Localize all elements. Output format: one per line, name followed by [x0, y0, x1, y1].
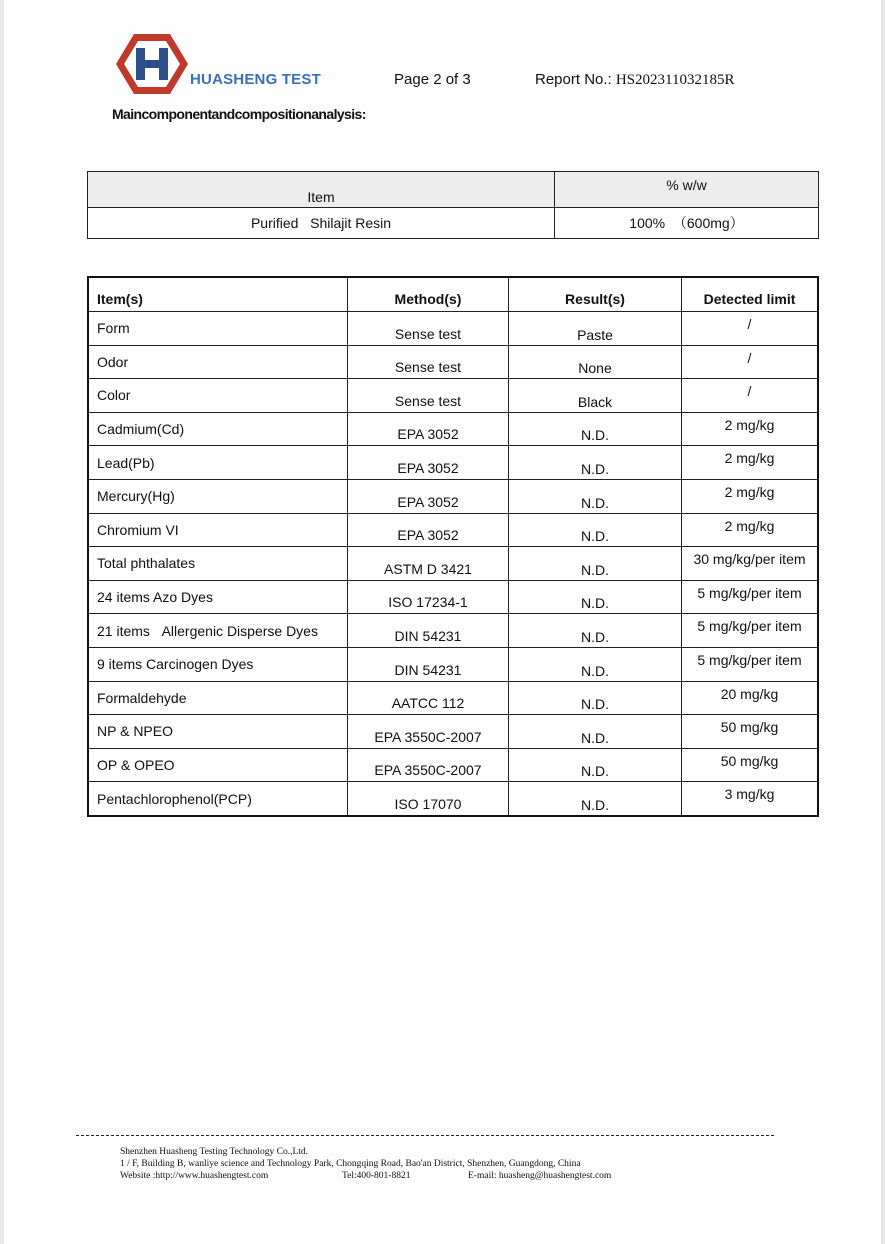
cell-limit: 2 mg/kg	[682, 513, 819, 547]
huasheng-logo-icon	[116, 32, 188, 96]
cell-result: None	[509, 345, 682, 379]
cell-method: EPA 3052	[348, 479, 509, 513]
cell-method: DIN 54231	[348, 614, 509, 648]
cell-result: N.D.	[509, 647, 682, 681]
cell-method: EPA 3052	[348, 412, 509, 446]
cell-limit: 20 mg/kg	[682, 681, 819, 715]
cell-method: Sense test	[348, 379, 509, 413]
table-row	[88, 748, 818, 782]
cell-limit: 2 mg/kg	[682, 479, 819, 513]
footer-website: Website :http://www.huashengtest.com	[120, 1171, 269, 1181]
cell-item: Lead(Pb)	[88, 446, 348, 480]
composition-header-percent: % w/w	[555, 172, 819, 208]
composition-percent: 100% （600mg）	[555, 208, 819, 239]
table-row	[88, 647, 818, 681]
cell-limit: 2 mg/kg	[682, 412, 819, 446]
cell-method: ISO 17234-1	[348, 580, 509, 614]
cell-method: EPA 3052	[348, 446, 509, 480]
cell-method: ISO 17070	[348, 782, 509, 816]
footer-email: E-mail: huasheng@huashengtest.com	[468, 1171, 612, 1181]
composition-header-item: Item	[88, 172, 555, 208]
footer-address: 1 / F, Building B, wanliye science and Technology Park, Chongqing Road, Bao'an District, Shenzhen, Guangdong, China	[120, 1159, 581, 1169]
table-row	[88, 379, 818, 413]
cell-limit: 3 mg/kg	[682, 782, 819, 816]
cell-limit: 5 mg/kg/per item	[682, 580, 819, 614]
table-row	[88, 412, 818, 446]
cell-limit: 5 mg/kg/per item	[682, 647, 819, 681]
section-title: Maincomponentandcompositionanalysis:	[112, 106, 366, 122]
cell-method: EPA 3052	[348, 513, 509, 547]
cell-item: Mercury(Hg)	[88, 479, 348, 513]
cell-method: EPA 3550C-2007	[348, 715, 509, 749]
footer-tel: Tel:400-801-8821	[342, 1171, 411, 1181]
report-number-label: Report No.:	[535, 71, 612, 88]
cell-item: Chromium VI	[88, 513, 348, 547]
header-detected-limit: Detected limit	[682, 277, 819, 312]
table-row	[88, 479, 818, 513]
footer	[120, 1146, 611, 1182]
table-row	[88, 580, 818, 614]
cell-method: AATCC 112	[348, 681, 509, 715]
cell-method: DIN 54231	[348, 647, 509, 681]
footer-divider	[76, 1135, 774, 1136]
cell-result: N.D.	[509, 614, 682, 648]
cell-result: N.D.	[509, 412, 682, 446]
table-row	[88, 715, 818, 749]
report-number-value: HS202311032185R	[615, 72, 735, 88]
page-number: Page 2 of 3	[394, 71, 471, 88]
cell-result: N.D.	[509, 782, 682, 816]
header-methods: Method(s)	[348, 277, 509, 312]
cell-method: Sense test	[348, 345, 509, 379]
footer-company: Shenzhen Huasheng Testing Technology Co.,Ltd.	[120, 1147, 309, 1157]
cell-result: N.D.	[509, 547, 682, 581]
report-number	[535, 71, 735, 89]
cell-method: Sense test	[348, 312, 509, 346]
cell-item: Color	[88, 379, 348, 413]
cell-limit: 2 mg/kg	[682, 446, 819, 480]
table-row	[88, 782, 818, 816]
cell-limit: 50 mg/kg	[682, 748, 819, 782]
composition-item: Purified Shilajit Resin	[88, 208, 555, 239]
header-results: Result(s)	[509, 277, 682, 312]
cell-method: ASTM D 3421	[348, 547, 509, 581]
cell-limit: 30 mg/kg/per item	[682, 547, 819, 581]
table-row	[88, 345, 818, 379]
results-table	[87, 276, 819, 817]
cell-result: Paste	[509, 312, 682, 346]
cell-item: Pentachlorophenol(PCP)	[88, 782, 348, 816]
composition-row	[88, 208, 819, 239]
cell-item: Total phthalates	[88, 547, 348, 581]
logo-text: HUASHENG TEST	[190, 71, 321, 88]
cell-limit: /	[682, 345, 819, 379]
cell-limit: /	[682, 379, 819, 413]
cell-item: Formaldehyde	[88, 681, 348, 715]
cell-item: OP & OPEO	[88, 748, 348, 782]
table-row	[88, 681, 818, 715]
results-header-row	[88, 277, 818, 312]
composition-header-row	[88, 172, 819, 208]
cell-limit: 5 mg/kg/per item	[682, 614, 819, 648]
cell-item: Cadmium(Cd)	[88, 412, 348, 446]
header-items: Item(s)	[88, 277, 348, 312]
table-row	[88, 513, 818, 547]
cell-item: NP & NPEO	[88, 715, 348, 749]
cell-method: EPA 3550C-2007	[348, 748, 509, 782]
cell-result: N.D.	[509, 681, 682, 715]
table-row	[88, 614, 818, 648]
cell-result: N.D.	[509, 748, 682, 782]
cell-result: Black	[509, 379, 682, 413]
cell-item: 24 items Azo Dyes	[88, 580, 348, 614]
cell-result: N.D.	[509, 513, 682, 547]
table-row	[88, 547, 818, 581]
composition-table	[87, 171, 819, 239]
table-row	[88, 446, 818, 480]
cell-limit: /	[682, 312, 819, 346]
cell-item: 21 items Allergenic Disperse Dyes	[88, 614, 348, 648]
cell-result: N.D.	[509, 446, 682, 480]
table-row	[88, 312, 818, 346]
cell-result: N.D.	[509, 715, 682, 749]
footer-contacts	[120, 1170, 611, 1182]
cell-item: Form	[88, 312, 348, 346]
cell-result: N.D.	[509, 580, 682, 614]
cell-result: N.D.	[509, 479, 682, 513]
cell-item: 9 items Carcinogen Dyes	[88, 647, 348, 681]
cell-limit: 50 mg/kg	[682, 715, 819, 749]
cell-item: Odor	[88, 345, 348, 379]
